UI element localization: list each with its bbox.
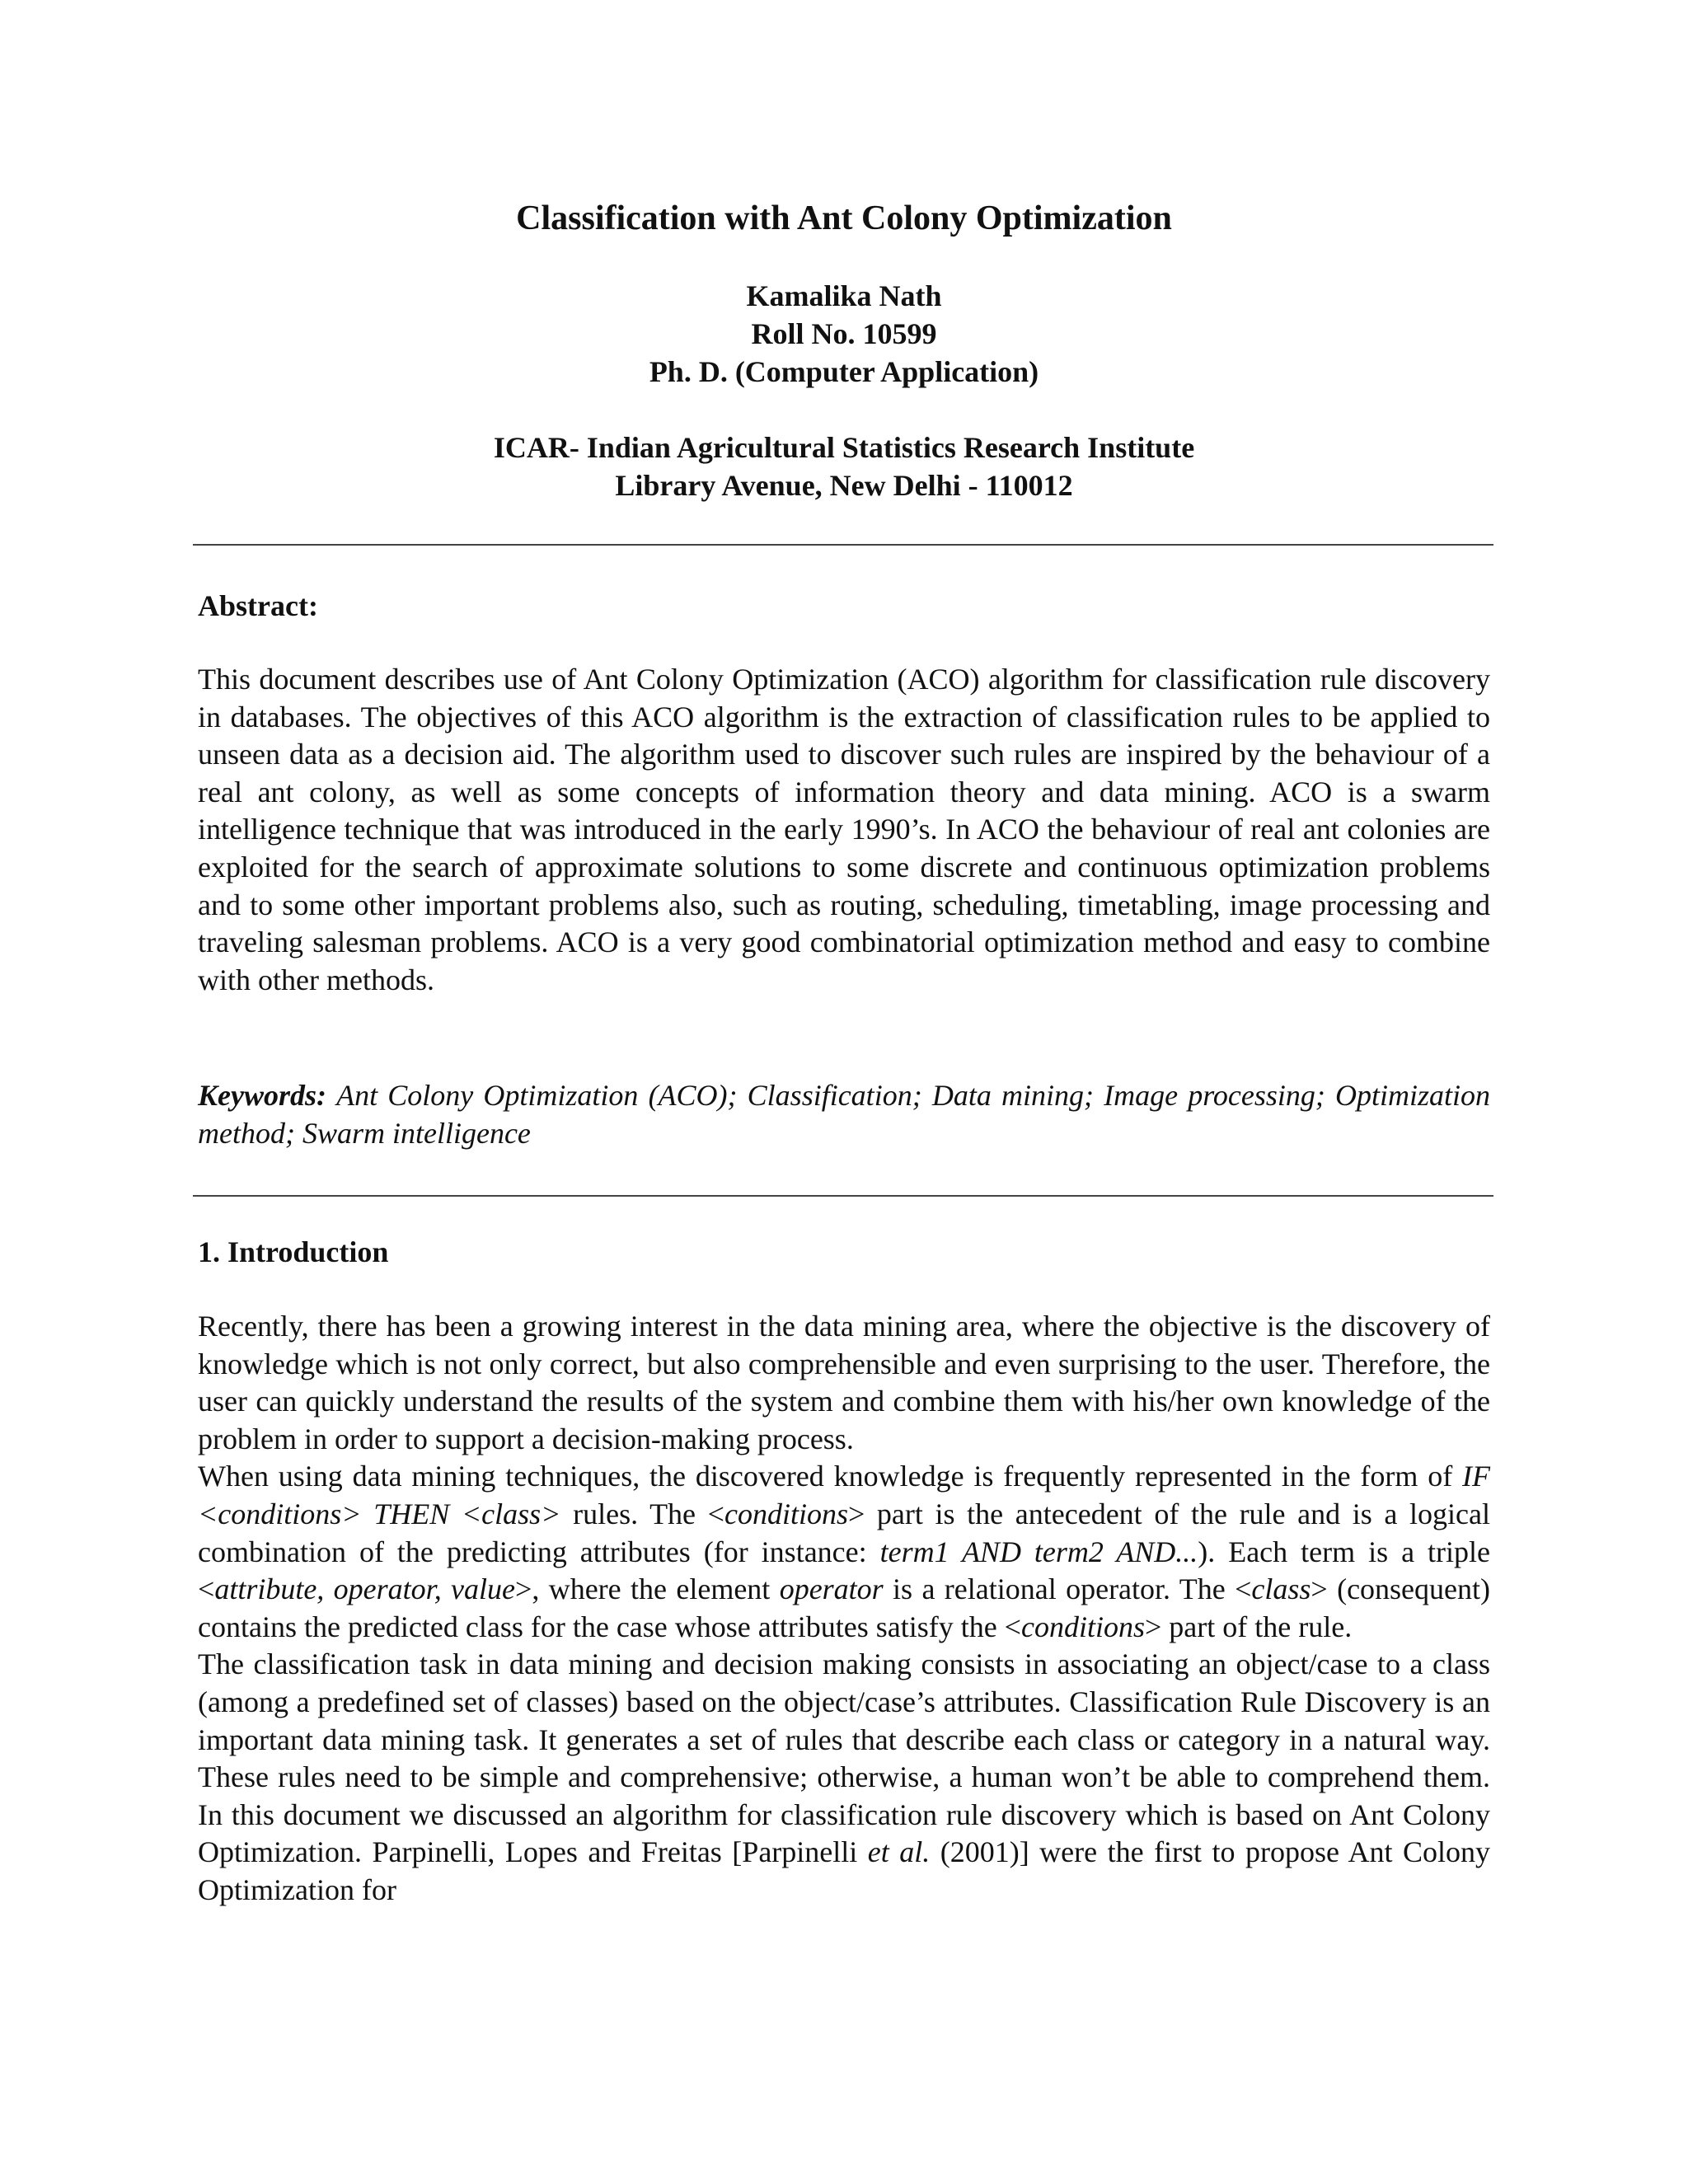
affiliation-address: Library Avenue, New Delhi - 110012 (615, 469, 1073, 502)
affiliation-institute: ICAR- Indian Agricultural Statistics Research Institute (493, 431, 1195, 464)
keywords-list: Ant Colony Optimization (ACO); Classification; Data mining; Image processing; Optimization method; Swarm intelligence (198, 1079, 1490, 1150)
intro-paragraph-2: When using data mining techniques, the discovered knowledge is frequently represented in the form of IF <conditions> THEN <class> rules. The <conditions> part is the antecedent of the rule and is a logical combination of the predicting attributes (for instance: term1 AND term2 AND...). Each term is a triple <attribute, operator, value>, where the element operator is a relational operator. The <class> (consequent) contains the predicted class for the case whose attributes satisfy the <conditions> part of the rule. (198, 1460, 1491, 1643)
intro-paragraph-3: The classification task in data mining and decision making consists in associating an object/case to a class (among a predefined set of classes) based on the object/case’s attributes. Classification Rule Discovery is an important data mining task. It generates a set of rules that describe each class or category in a natural way. These rules need to be simple and comprehensive; otherwise, a human won’t be able to comprehend them. In this document we discussed an algorithm for classification rule discovery which is based on Ant Colony Optimization. Parpinelli, Lopes and Freitas [Parpinelli et al. (2001)] were the first to propose Ant Colony Optimization for (198, 1647, 1491, 1906)
author-degree: Ph. D. (Computer Application) (649, 355, 1039, 388)
affiliation-block (198, 429, 1490, 504)
keywords-label: Keywords: (198, 1079, 326, 1112)
section-divider (193, 1195, 1493, 1197)
intro-paragraph-1: Recently, there has been a growing interest in the data mining area, where the objective is the discovery of knowledge which is not only correct, but also comprehensible and even surprising to the user. Therefore, the user can quickly understand the results of the system and combine them with his/her own knowledge of the problem in order to support a decision-making process. (198, 1310, 1490, 1455)
introduction-heading: 1. Introduction (198, 1235, 389, 1268)
top-divider (193, 544, 1493, 546)
introduction-body (198, 1308, 1490, 1910)
author-block (198, 277, 1490, 391)
abstract-text: This document describes use of Ant Colony Optimization (ACO) algorithm for classification rule discovery in databases. The objectives of this ACO algorithm is the extraction of classification rules to be applied to unseen data as a decision aid. The algorithm used to discover such rules are inspired by the behaviour of a real ant colony, as well as some concepts of information theory and data mining. ACO is a swarm intelligence technique that was introduced in the early 1990’s. In ACO the behaviour of real ant colonies are exploited for the search of approximate solutions to some discrete and continuous optimization problems and to some other important problems also, such as routing, scheduling, timetabling, image processing and traveling salesman problems. ACO is a very good combinatorial optimization method and easy to combine with other methods. (198, 663, 1490, 996)
author-roll: Roll No. 10599 (751, 317, 937, 350)
abstract-heading: Abstract: (198, 589, 318, 622)
author-name: Kamalika Nath (746, 279, 942, 312)
paper-title: Classification with Ant Colony Optimization (516, 199, 1172, 237)
keywords-paragraph (198, 1077, 1490, 1152)
